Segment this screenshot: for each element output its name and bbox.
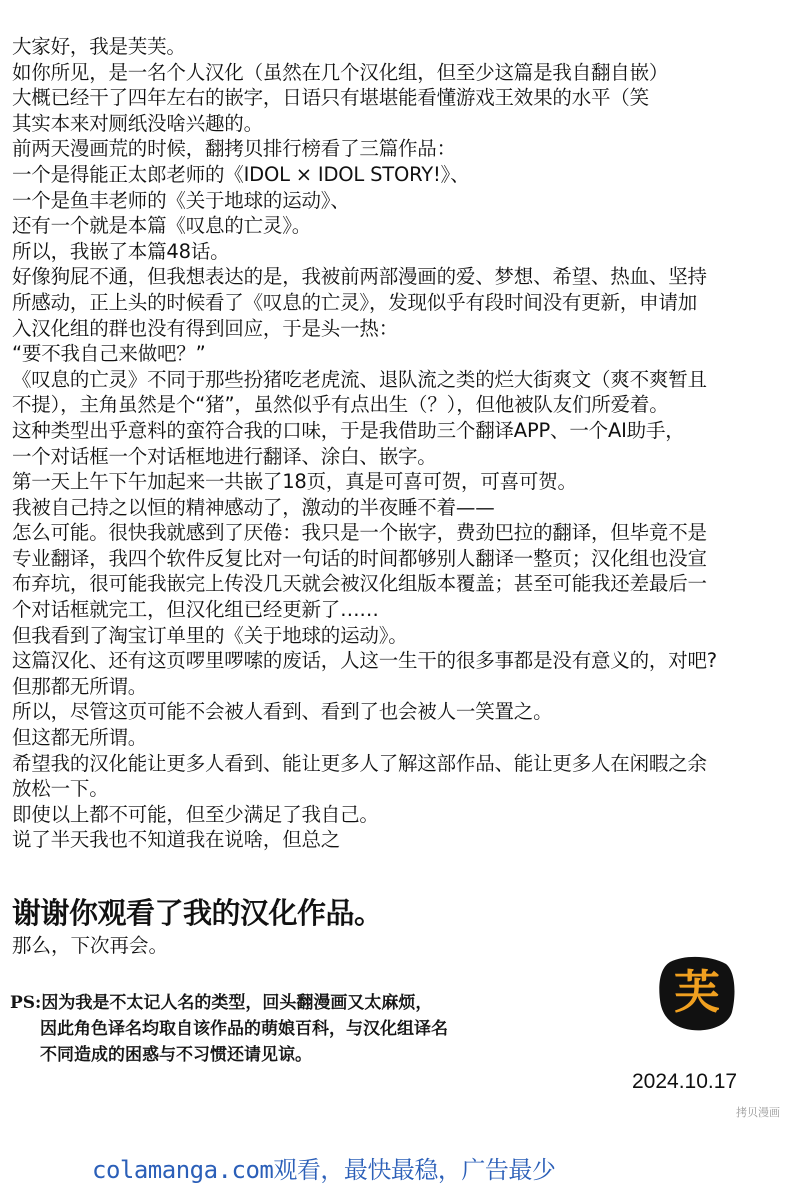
afterword-line: 这篇汉化、还有这页啰里啰嗦的废话，人这一生干的很多事都是没有意义的，对吧? [12,649,717,673]
afterword-line: “要不我自己来做吧？” [12,342,206,366]
afterword-line: 个对话框就完工，但汉化组已经更新了…… [12,598,379,622]
afterword-line: 大概已经干了四年左右的嵌字，日语只有堪堪能看懂游戏王效果的水平（笑 [12,86,649,110]
afterword-line: 一个是得能正太郎老师的《IDOL × IDOL STORY!》、 [12,162,470,186]
afterword-line: 所以，我嵌了本篇48话。 [12,239,230,263]
signature-date: 2024.10.17 [632,1070,738,1093]
afterword-line: 所感动，正上头的时候看了《叹息的亡灵》，发现似乎有段时间没有更新，申请加 [12,290,698,314]
afterword-line: 我被自己持之以恒的精神感动了，激动的半夜睡不着—— [12,495,495,519]
afterword-line: 一个是鱼丰老师的《关于地球的运动》、 [12,188,350,212]
ps-line: 不同造成的困惑与不习惯还请见谅。 [40,1045,312,1065]
afterword-line: 放松一下。 [12,777,109,801]
afterword-body [12,34,794,853]
afterword-line: 不提），主角虽然是个“猪”，虽然似乎有点出生（？），但他被队友们所爱着。 [12,393,669,417]
afterword-line: 怎么可能。很快我就感到了厌倦：我只是一个嵌字，费劲巴拉的翻译，但毕竟不是 [12,521,707,545]
afterword-line: 即使以上都不可能，但至少满足了我自己。 [12,802,379,826]
afterword-line: 这种类型出乎意料的蛮符合我的口味，于是我借助三个翻译APP、一个AI助手， [12,418,685,442]
afterword-line: 入汉化组的群也没有得到回应，于是头一热： [12,316,399,340]
afterword-line: 所以，尽管这页可能不会被人看到、看到了也会被人一笑置之。 [12,700,553,724]
ps-note [10,990,448,1068]
site-banner-link[interactable]: colamanga.com观看，最快最稳，广告最少 [92,1156,556,1184]
farewell-line: 那么，下次再会。 [12,934,169,957]
afterword-line: 好像狗屁不通，但我想表达的是，我被前两部漫画的爱、梦想、希望、热血、坚持 [12,265,707,289]
afterword-line: 希望我的汉化能让更多人看到、能让更多人了解这部作品、能让更多人在闲暇之余 [12,751,707,775]
afterword-line: 其实本来对厕纸没啥兴趣的。 [12,111,263,135]
afterword-line: 一个对话框一个对话框地进行翻译、涂白、嵌字。 [12,444,437,468]
afterword-line: 但我看到了淘宝订单里的《关于地球的运动》。 [12,623,408,647]
afterword-line: 专业翻译，我四个软件反复比对一句话的时间都够别人翻译一整页；汉化组也没宣 [12,546,707,570]
afterword-line: 《叹息的亡灵》不同于那些扮猪吃老虎流、退队流之类的烂大街爽文（爽不爽暂且 [12,367,707,391]
afterword-line: 还有一个就是本篇《叹息的亡灵》。 [12,214,312,238]
afterword-line: 布弃坑，很可能我嵌完上传没几天就会被汉化组版本覆盖；甚至可能我还差最后一 [12,572,707,596]
ps-line: PS:因为我是不太记人名的类型，回头翻漫画又太麻烦， [10,993,433,1013]
watermark-text: 拷贝漫画 [736,1106,780,1119]
afterword-line: 如你所见，是一名个人汉化（虽然在几个汉化组，但至少这篇是我自翻自嵌） [12,60,669,84]
afterword-line: 但那都无所谓。 [12,674,148,698]
afterword-line: 大家好，我是芙芙。 [12,35,186,58]
afterword-line: 但这都无所谓。 [12,726,148,750]
ps-line: 因此角色译名均取自该作品的萌娘百科，与汉化组译名 [40,1019,448,1039]
afterword-line: 说了半天我也不知道我在说啥，但总之 [12,828,341,852]
afterword-line: 前两天漫画荒的时候，翻拷贝排行榜看了三篇作品： [12,137,456,161]
thank-you-heading: 谢谢你观看了我的汉化作品。 [12,896,383,930]
seal-character: 芙 [674,965,720,1019]
fufu-seal-logo [656,952,738,1034]
afterword-line: 第一天上午下午加起来一共嵌了18页，真是可喜可贺，可喜可贺。 [12,470,577,494]
